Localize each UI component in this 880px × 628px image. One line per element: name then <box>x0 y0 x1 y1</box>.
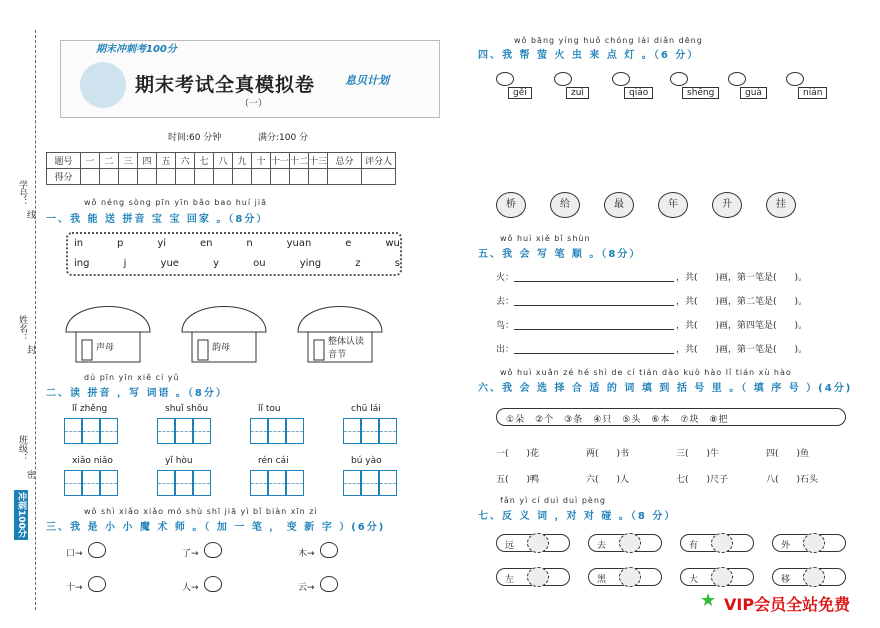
antonym-word: 大 <box>689 575 699 585</box>
grid-cell[interactable] <box>250 418 268 444</box>
pinyin-item: z <box>355 258 361 269</box>
grid-cell[interactable] <box>64 418 82 444</box>
banner-slogan: 期末冲刺考100分 <box>96 44 177 55</box>
score-header-cell: 总分 <box>328 153 362 169</box>
score-header-cell: 十一 <box>271 153 290 169</box>
stroke-question: ，共( )画，第一笔是( )。 <box>676 273 808 283</box>
pinyin-item: e <box>345 238 352 249</box>
word-pinyin: rén cái <box>258 456 289 466</box>
pinyin-item: wu <box>385 238 400 249</box>
stroke-char: 鸟： <box>496 321 515 331</box>
stroke-char: 火： <box>496 273 515 283</box>
measure-word-blank[interactable]: 三( )牛 <box>676 449 720 459</box>
antonym-pill[interactable] <box>496 534 570 552</box>
score-cell[interactable] <box>309 169 328 185</box>
stroke-answer-line[interactable] <box>514 272 674 282</box>
bee-pinyin-label: shēng <box>682 87 719 99</box>
antonym-word: 移 <box>781 575 791 585</box>
brand-badge: 息贝计划 <box>345 74 389 87</box>
score-cell[interactable] <box>195 169 214 185</box>
pinyin-item: yi <box>157 238 167 249</box>
grid-cell[interactable] <box>100 470 118 496</box>
grid-cell[interactable] <box>268 418 286 444</box>
bee-pinyin-label: zuì <box>566 87 589 99</box>
antonym-word: 黑 <box>597 575 607 585</box>
score-header-cell: 八 <box>214 153 233 169</box>
grid-cell[interactable] <box>82 470 100 496</box>
pinyin-item: n <box>246 238 253 249</box>
cluster-icon <box>711 567 733 587</box>
peach-icon[interactable] <box>88 576 106 592</box>
grid-cell[interactable] <box>343 470 361 496</box>
score-header-cell: 十三 <box>309 153 328 169</box>
score-header-cell: 九 <box>233 153 252 169</box>
antonym-pill[interactable] <box>772 534 846 552</box>
cluster-icon <box>527 533 549 553</box>
grid-cell[interactable] <box>100 418 118 444</box>
writing-grid <box>250 418 304 444</box>
grid-cell[interactable] <box>286 418 304 444</box>
score-header-cell: 一 <box>81 153 100 169</box>
student-id-label: 学号： <box>17 180 27 207</box>
grid-cell[interactable] <box>250 470 268 496</box>
word-pinyin: shuǐ shǒu <box>165 404 209 414</box>
s2-title: 二、读 拼音 ，写 词语 。（8分） <box>46 388 228 399</box>
magic-char: 云→ <box>298 583 315 593</box>
score-row-label: 得分 <box>47 169 81 185</box>
measure-word-blank[interactable]: 七( )尺子 <box>676 475 729 485</box>
writing-grid <box>343 470 397 496</box>
grid-cell[interactable] <box>175 418 193 444</box>
magic-char: 了→ <box>182 549 199 559</box>
name-label: 姓名： <box>17 315 27 342</box>
s2-pinyin: dú pīn yīn xiě cí yǔ <box>84 373 180 382</box>
grid-cell[interactable] <box>268 470 286 496</box>
page-title: 期末考试全真模拟卷 <box>135 74 316 96</box>
bee-pinyin-label: qiáo <box>624 87 653 99</box>
pinyin-item: ying <box>299 258 322 269</box>
measure-word-blank[interactable]: 两( )书 <box>586 449 630 459</box>
word-pinyin: yǐ hòu <box>165 456 193 466</box>
score-header-cell: 二 <box>100 153 119 169</box>
score-header-cell: 题号 <box>47 153 81 169</box>
bee-icon <box>728 72 746 86</box>
cluster-icon <box>803 533 825 553</box>
pinyin-row-1 <box>74 238 400 249</box>
grid-cell[interactable] <box>379 418 397 444</box>
binding-margin <box>14 30 36 610</box>
score-cell[interactable] <box>119 169 138 185</box>
antonym-pill[interactable] <box>680 534 754 552</box>
grid-cell[interactable] <box>361 470 379 496</box>
stroke-char: 出： <box>496 345 515 355</box>
antonym-pill[interactable] <box>588 568 662 586</box>
grid-cell[interactable] <box>343 418 361 444</box>
stroke-answer-line[interactable] <box>514 296 674 306</box>
grid-cell[interactable] <box>157 418 175 444</box>
stroke-question: ，共( )画，第二笔是( )。 <box>676 297 808 307</box>
grid-cell[interactable] <box>193 470 211 496</box>
pinyin-item: y <box>213 258 220 269</box>
options-list: ①朵 ②个 ③条 ④只 ⑤头 ⑥本 ⑦块 ⑧把 <box>506 415 729 425</box>
score-cell[interactable] <box>138 169 157 185</box>
bee-pinyin-label: guà <box>740 87 767 99</box>
score-header-cell: 七 <box>195 153 214 169</box>
stroke-question: ，共( )画，第四笔是( )。 <box>676 321 808 331</box>
word-pinyin: xiǎo niǎo <box>72 456 113 466</box>
house-label: 韵母 <box>212 343 231 353</box>
page-subtitle: （一） <box>240 99 268 109</box>
s7-pinyin: fǎn yì cí duì duì pèng <box>500 496 606 505</box>
measure-word-blank[interactable]: 八( )石头 <box>766 475 819 485</box>
s6-title: 六、我 会 选 择 合 适 的 词 填 到 括 号 里 。（ 填 序 号 ）(4分) <box>478 383 853 394</box>
vip-banner[interactable]: VIP会员全站免费 <box>724 595 851 614</box>
antonym-word: 左 <box>505 575 515 585</box>
score-header-cell: 评分人 <box>362 153 396 169</box>
grid-cell[interactable] <box>64 470 82 496</box>
writing-grid <box>250 470 304 496</box>
stroke-answer-line[interactable] <box>514 344 674 354</box>
lantern-icon[interactable]: 桥 <box>496 192 526 218</box>
house-label: 声母 <box>96 343 115 353</box>
score-cell[interactable] <box>362 169 396 185</box>
grid-cell[interactable] <box>175 470 193 496</box>
s7-title: 七、反 义 词 ，对 对 碰 。（8 分） <box>478 511 677 522</box>
bee-icon <box>496 72 514 86</box>
score-header-cell: 四 <box>138 153 157 169</box>
peach-icon[interactable] <box>320 576 338 592</box>
s3-title: 三、我 是 小 小 魔 术 师 。（ 加 一 笔 ， 变 新 字 ）(6分) <box>46 522 386 533</box>
s4-pinyin: wǒ bāng yíng huǒ chóng lái diǎn dēng <box>514 36 703 45</box>
score-header-cell: 五 <box>157 153 176 169</box>
s4-title: 四、我 帮 萤 火 虫 来 点 灯 。（6 分） <box>478 50 700 61</box>
lantern-icon[interactable]: 升 <box>712 192 742 218</box>
cluster-icon <box>619 567 641 587</box>
pinyin-item: yuan <box>286 238 312 249</box>
pinyin-item: ing <box>74 258 90 269</box>
measure-word-blank[interactable]: 一( )花 <box>496 449 540 459</box>
antonym-word: 远 <box>505 541 515 551</box>
cluster-icon <box>803 567 825 587</box>
time-info: 时间:60 分钟 <box>168 133 222 143</box>
pinyin-item: j <box>123 258 127 269</box>
antonym-pill[interactable] <box>680 568 754 586</box>
lantern-icon[interactable]: 最 <box>604 192 634 218</box>
magic-char: 人→ <box>182 583 199 593</box>
antonym-pill[interactable] <box>772 568 846 586</box>
writing-grid <box>157 470 211 496</box>
secret-label: 密 <box>25 470 35 479</box>
antonym-word: 去 <box>597 541 607 551</box>
magic-char: 口→ <box>66 549 83 559</box>
writing-grid <box>343 418 397 444</box>
magic-char: 木→ <box>298 549 315 559</box>
logo-text: 冲刺100分 <box>16 492 26 538</box>
mascot-icon <box>80 62 126 108</box>
score-cell[interactable] <box>233 169 252 185</box>
house-label: 整体认读音节 <box>328 337 365 360</box>
s3-pinyin: wǒ shì xiǎo xiǎo mó shù shī jiā yì bǐ biàn xīn zì <box>84 507 318 516</box>
score-cell[interactable] <box>290 169 309 185</box>
pinyin-row-2 <box>74 258 400 269</box>
score-cell[interactable] <box>252 169 271 185</box>
lantern-icon[interactable]: 年 <box>658 192 688 218</box>
measure-word-blank[interactable]: 五( )鸭 <box>496 475 540 485</box>
antonym-pill[interactable] <box>496 568 570 586</box>
score-header-cell: 三 <box>119 153 138 169</box>
peach-icon[interactable] <box>320 542 338 558</box>
class-label: 班级： <box>17 435 27 462</box>
score-header-cell: 十二 <box>290 153 309 169</box>
writing-grid <box>64 418 118 444</box>
magic-char: 十→ <box>66 583 83 593</box>
grid-cell[interactable] <box>286 470 304 496</box>
s6-pinyin: wǒ huì xuǎn zé hé shì de cí tián dào kuò hào lǐ tián xù hào <box>500 368 792 377</box>
measure-word-blank[interactable]: 四( )鱼 <box>766 449 810 459</box>
bee-pinyin-label: nián <box>798 87 827 99</box>
score-cell[interactable] <box>328 169 362 185</box>
stroke-question: ，共( )画，第一笔是( )。 <box>676 345 808 355</box>
s5-title: 五、我 会 写 笔 顺 。（8分） <box>478 249 642 260</box>
score-cell[interactable] <box>214 169 233 185</box>
bee-icon <box>786 72 804 86</box>
bee-icon <box>612 72 630 86</box>
pinyin-item: en <box>199 238 213 249</box>
score-cell[interactable] <box>100 169 119 185</box>
word-pinyin: lǐ zhěng <box>72 404 108 414</box>
score-info: 满分:100 分 <box>258 133 309 143</box>
word-pinyin: chū lái <box>351 404 381 414</box>
writing-grid <box>157 418 211 444</box>
score-cell[interactable] <box>176 169 195 185</box>
peach-icon[interactable] <box>204 542 222 558</box>
word-pinyin: bú yào <box>351 456 382 466</box>
grid-cell[interactable] <box>82 418 100 444</box>
s1-pinyin: wǒ néng sòng pīn yīn bǎo bao huí jiā <box>84 198 267 207</box>
bee-icon <box>554 72 572 86</box>
stroke-answer-line[interactable] <box>514 320 674 330</box>
cluster-icon <box>619 533 641 553</box>
grid-cell[interactable] <box>379 470 397 496</box>
score-cell[interactable] <box>81 169 100 185</box>
score-header-cell: 十 <box>252 153 271 169</box>
star-icon: ★ <box>700 590 717 611</box>
pinyin-item: in <box>74 238 84 249</box>
peach-icon[interactable] <box>88 542 106 558</box>
pinyin-item: yue <box>160 258 179 269</box>
bee-pinyin-label: gěi <box>508 87 532 99</box>
seal-label: 封 <box>25 345 35 354</box>
antonym-word: 外 <box>781 541 791 551</box>
pinyin-item: s <box>394 258 400 269</box>
grid-cell[interactable] <box>361 418 379 444</box>
antonym-word: 有 <box>689 541 699 551</box>
peach-icon[interactable] <box>204 576 222 592</box>
measure-word-blank[interactable]: 六( )人 <box>586 475 630 485</box>
score-header-cell: 六 <box>176 153 195 169</box>
writing-grid <box>64 470 118 496</box>
pinyin-item: p <box>117 238 124 249</box>
grid-cell[interactable] <box>193 418 211 444</box>
score-cell[interactable] <box>157 169 176 185</box>
score-table <box>46 152 396 185</box>
score-cell[interactable] <box>271 169 290 185</box>
grid-cell[interactable] <box>157 470 175 496</box>
lantern-icon[interactable]: 给 <box>550 192 580 218</box>
word-pinyin: lǐ tou <box>258 404 281 414</box>
cluster-icon <box>527 567 549 587</box>
stroke-char: 去： <box>496 297 515 307</box>
lantern-icon[interactable]: 挂 <box>766 192 796 218</box>
line-label: 线 <box>25 210 35 219</box>
bee-icon <box>670 72 688 86</box>
s1-title: 一、我 能 送 拼音 宝 宝 回家 。（8分） <box>46 214 269 225</box>
pinyin-item: ou <box>253 258 266 269</box>
s5-pinyin: wǒ huì xiě bǐ shùn <box>500 234 591 243</box>
antonym-pill[interactable] <box>588 534 662 552</box>
cluster-icon <box>711 533 733 553</box>
